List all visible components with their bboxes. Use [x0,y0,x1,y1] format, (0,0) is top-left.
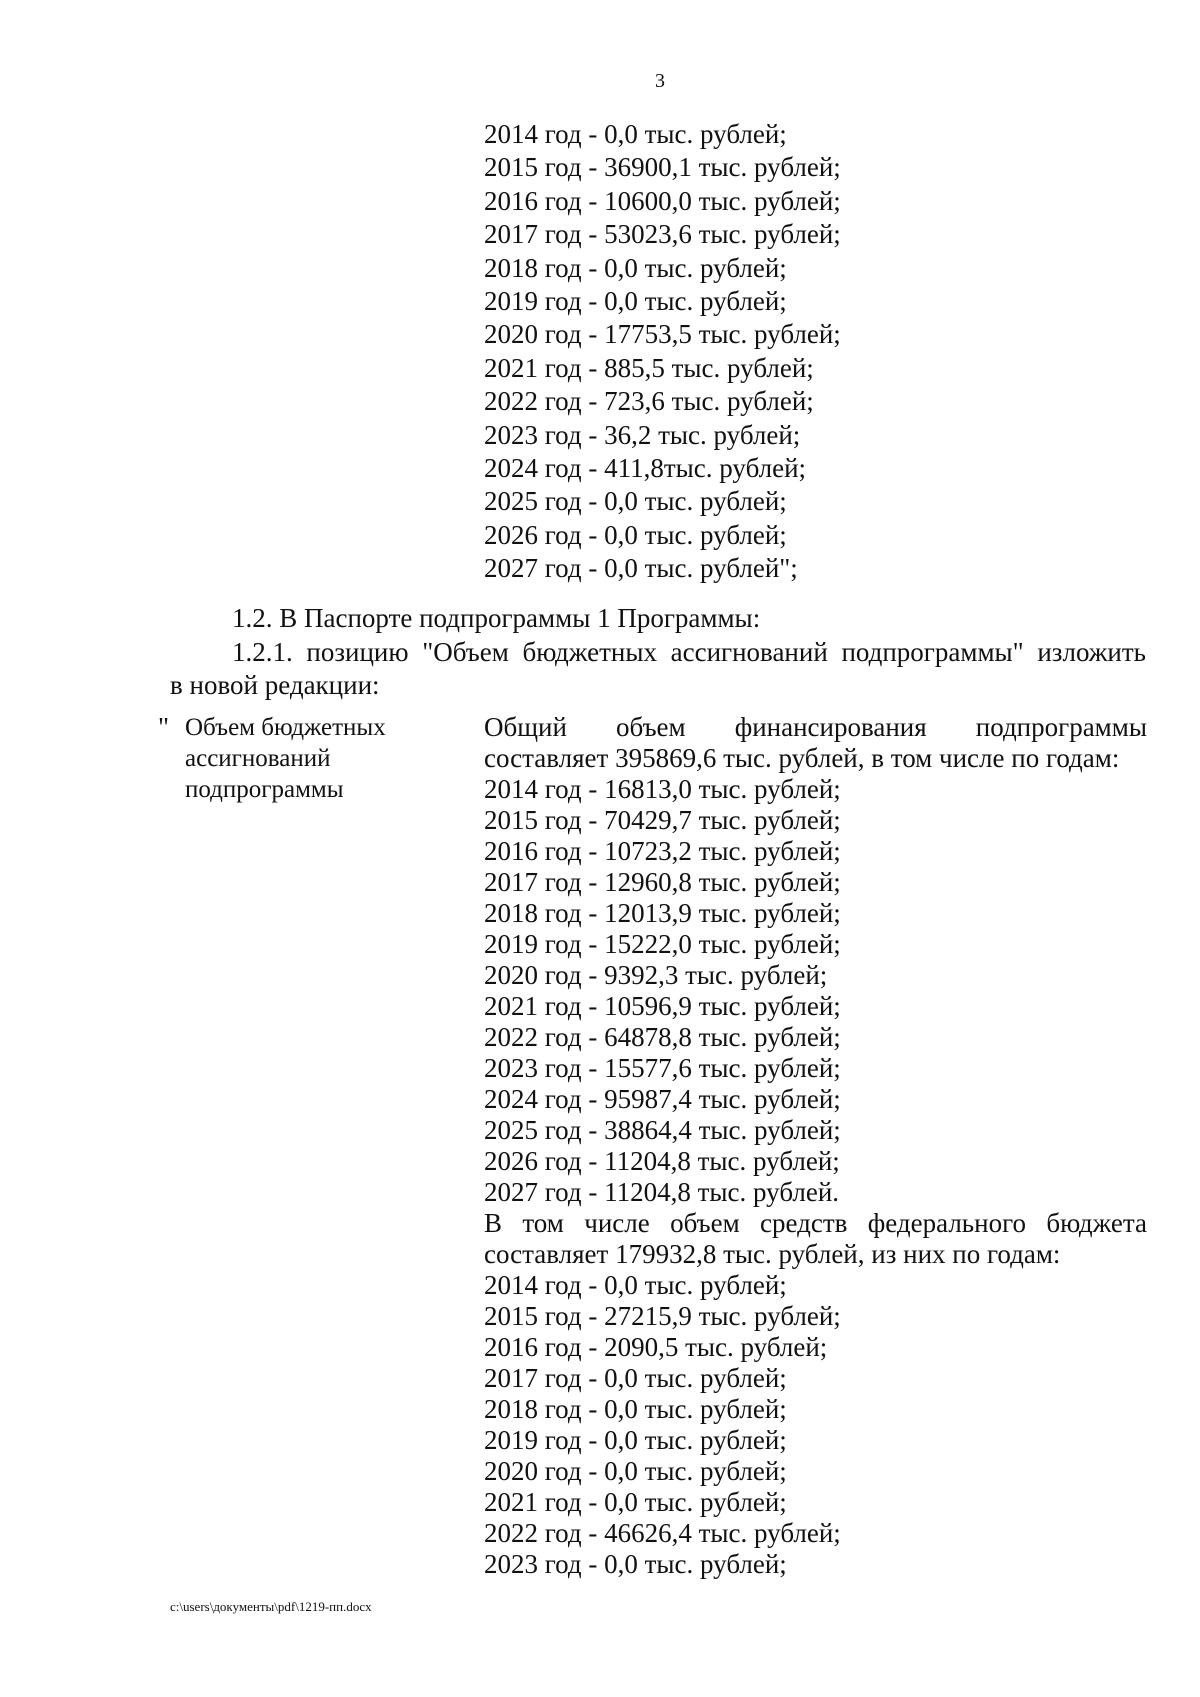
list-item: 2025 год - 0,0 тыс. рублей; [484,486,787,517]
list-item: 2020 год - 0,0 тыс. рублей; [484,1456,787,1486]
list-item: 2019 год - 0,0 тыс. рублей; [484,1425,787,1455]
section-1-2-heading: 1.2. В Паспорте подпрограммы 1 Программы: [232,603,761,633]
list-item: 2014 год - 16813,0 тыс. рублей; [484,774,841,804]
list-item: 2024 год - 411,8тыс. рублей; [484,453,807,484]
list-item: 2023 год - 15577,6 тыс. рублей; [484,1053,841,1083]
federal-funding-intro: В том числе объем средств федерального бюджета [484,1208,1147,1238]
list-item: 2020 год - 9392,3 тыс. рублей; [484,960,828,990]
list-item: 2021 год - 10596,9 тыс. рублей; [484,991,841,1021]
list-item: 2022 год - 64878,8 тыс. рублей; [484,1022,841,1052]
position-label-line: ассигнований [185,745,331,772]
list-item: 2017 год - 53023,6 тыс. рублей; [484,219,841,250]
list-item: 2026 год - 0,0 тыс. рублей; [484,519,787,550]
list-item: 2023 год - 0,0 тыс. рублей; [484,1549,787,1579]
list-item: 2017 год - 12960,8 тыс. рублей; [484,867,841,897]
page-number: 3 [655,70,665,92]
position-content [484,712,1147,1580]
section-1-2-1-continuation: в новой редакции: [170,670,380,700]
list-item: 2019 год - 15222,0 тыс. рублей; [484,929,841,959]
list-item: 2016 год - 10600,0 тыс. рублей; [484,185,841,216]
list-item: 2016 год - 10723,2 тыс. рублей; [484,836,841,866]
list-item: 2014 год - 0,0 тыс. рублей; [484,119,787,149]
list-item: 2024 год - 95987,4 тыс. рублей; [484,1084,841,1114]
list-item: 2026 год - 11204,8 тыс. рублей; [484,1146,840,1176]
total-funding-by-year [484,774,1147,1208]
opening-quote-mark: " [158,712,170,742]
position-label-line: Объем бюджетных [185,714,386,741]
federal-funding-intro-continuation: составляет 179932,8 тыс. рублей, из них по годам: [484,1239,1061,1269]
list-item: 2021 год - 885,5 тыс. рублей; [484,352,814,383]
list-item: 2022 год - 723,6 тыс. рублей; [484,386,814,417]
list-item: 2027 год - 0,0 тыс. рублей"; [484,553,798,584]
list-item: 2022 год - 46626,4 тыс. рублей; [484,1518,841,1548]
list-item: 2025 год - 38864,4 тыс. рублей; [484,1115,841,1145]
footer-file-path: c:\users\документы\pdf\1219-пп.docx [170,1599,372,1614]
total-funding-intro: Общий объем финансирования подпрограммы [484,712,1147,742]
list-item: 2018 год - 0,0 тыс. рублей; [484,1394,787,1424]
federal-funding-by-year [484,1270,1147,1580]
list-item: 2027 год - 11204,8 тыс. рублей. [484,1177,840,1207]
list-item: 2017 год - 0,0 тыс. рублей; [484,1363,787,1393]
list-item: 2019 год - 0,0 тыс. рублей; [484,286,787,317]
section-1-2-1-text: 1.2.1. позицию "Объем бюджетных ассигнований подпрограммы" изложить [232,637,1146,667]
position-label [185,712,445,805]
list-item: 2018 год - 0,0 тыс. рублей; [484,252,787,283]
list-item: 2015 год - 36900,1 тыс. рублей; [484,152,841,183]
list-item: 2015 год - 70429,7 тыс. рублей; [484,805,841,835]
list-item: 2023 год - 36,2 тыс. рублей; [484,419,801,450]
intro-year-list [484,118,841,586]
list-item: 2021 год - 0,0 тыс. рублей; [484,1487,787,1517]
list-item: 2016 год - 2090,5 тыс. рублей; [484,1332,828,1362]
list-item: 2018 год - 12013,9 тыс. рублей; [484,898,841,928]
list-item: 2020 год - 17753,5 тыс. рублей; [484,319,841,350]
position-label-line: подпрограммы [185,776,344,803]
list-item: 2015 год - 27215,9 тыс. рублей; [484,1301,841,1331]
total-funding-intro-continuation: составляет 395869,6 тыс. рублей, в том числе по годам: [484,743,1120,773]
list-item: 2014 год - 0,0 тыс. рублей; [484,1270,787,1300]
